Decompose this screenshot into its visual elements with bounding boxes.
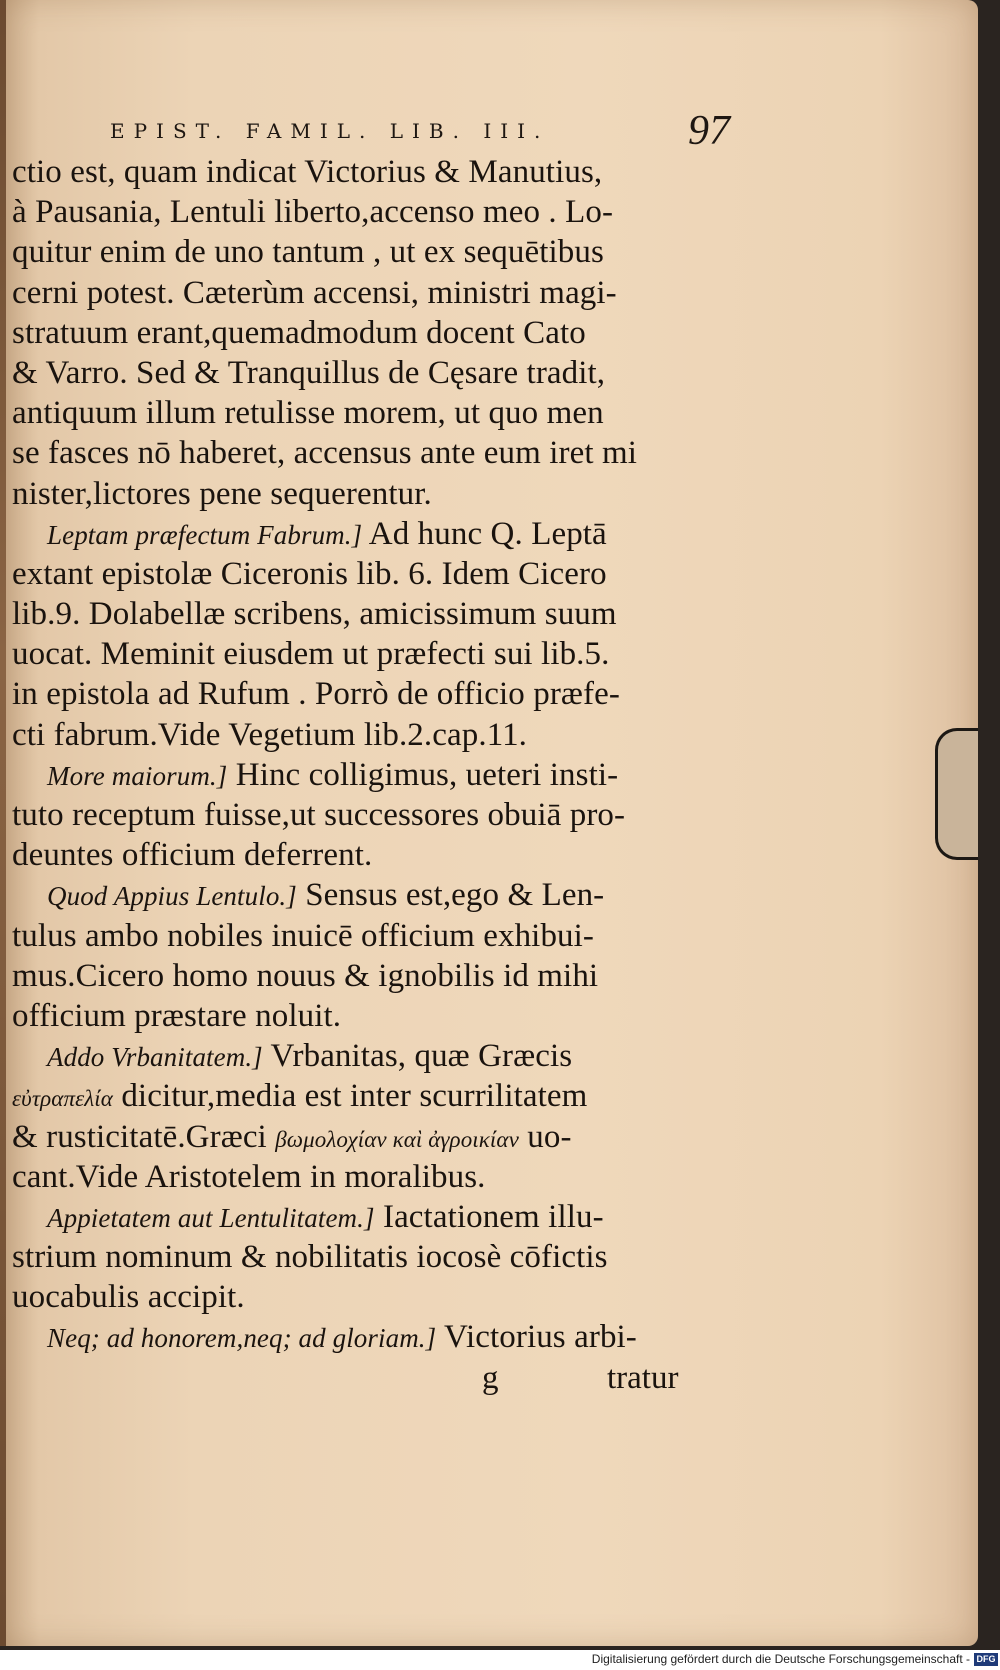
text-line: cerni potest. Cæterùm accensi, ministri magi-: [12, 274, 617, 311]
text-line: & Varro. Sed & Tranquillus de Cęsare tradit,: [12, 354, 606, 391]
text-line: [12, 1117, 732, 1157]
text-line: cant.Vide Aristotelem in moralibus.: [12, 1158, 486, 1195]
text-line: ctio est, quam indicat Victorius & Manutius,: [12, 154, 603, 190]
text-line: extant epistolæ Ciceronis lib. 6. Idem Cicero: [12, 555, 607, 592]
signature-mark: g: [482, 1359, 499, 1396]
note-lemma: Leptam præfectum Fabrum.]: [47, 519, 363, 550]
footer-bar: [0, 1650, 1000, 1670]
note-text: Ad hunc Q. Leptā: [362, 515, 607, 552]
note-lemma: Addo Vrbanitatem.]: [47, 1042, 263, 1073]
text-line: [12, 1076, 732, 1116]
funding-credit: Digitalisierung gefördert durch die Deutsche Forschungsgemeinschaft -: [591, 1652, 970, 1666]
note-first-line: [12, 875, 732, 915]
text-line: cti fabrum.Vide Vegetium lib.2.cap.11.: [12, 716, 528, 753]
running-title: EPIST. FAMIL. LIB. III.: [110, 119, 550, 143]
note-text: Iactationem illu-: [374, 1198, 604, 1235]
note-first-line: [12, 514, 732, 554]
greek-word: εὐτραπελία: [12, 1086, 113, 1112]
text-line: se fasces nō haberet, accensus ante eum iret mi: [12, 435, 638, 472]
text-line: officium præstare noluit.: [12, 997, 342, 1034]
text-line: uocabulis accipit.: [12, 1279, 245, 1316]
note-text: Victorius arbi-: [436, 1319, 637, 1356]
note-text: uo-: [518, 1118, 572, 1155]
note-text: dicitur,media est inter scurrilitatem: [112, 1078, 588, 1115]
scanner-clip: [935, 728, 978, 860]
text-line: antiquum illum retulisse morem, ut quo men: [12, 395, 604, 432]
note-text: Sensus est,ego & Len-: [296, 877, 605, 914]
text-line: uocat. Meminit eiusdem ut præfecti sui lib.5.: [12, 636, 610, 673]
note-first-line: [12, 1197, 732, 1237]
note-text: Hinc colligimus, ueteri insti-: [227, 756, 619, 793]
note-text: & rusticitatē.Græci: [12, 1118, 276, 1155]
note-lemma: Quod Appius Lentulo.]: [47, 881, 297, 912]
text-line: tuto receptum fuisse,ut successores obuiā pro-: [12, 797, 626, 833]
note-lemma: Appietatem aut Lentulitatem.]: [47, 1202, 375, 1233]
page-edge: [0, 0, 6, 1646]
dfg-logo: DFG: [974, 1653, 998, 1666]
text-block: [12, 152, 732, 1398]
text-line: à Pausania, Lentuli liberto,accenso meo . Lo-: [12, 194, 614, 231]
greek-word: βωμολοχίαν καὶ ἀγροικίαν: [275, 1126, 519, 1152]
catchword-line: [12, 1358, 732, 1398]
note-first-line: [12, 1036, 732, 1076]
note-first-line: [12, 755, 732, 795]
text-line: strium nominum & nobilitatis iocosè cōfictis: [12, 1239, 608, 1276]
text-line: deuntes officium deferrent.: [12, 837, 373, 874]
text-line: mus.Cicero homo nouus & ignobilis id mihi: [12, 957, 599, 994]
text-line: quitur enim de uno tantum , ut ex sequētibus: [12, 234, 604, 271]
note-lemma: Neq; ad honorem,neq; ad gloriam.]: [47, 1323, 437, 1354]
note-first-line: [12, 1317, 732, 1357]
text-line: tulus ambo nobiles inuicē officium exhibui-: [12, 917, 595, 954]
text-line: lib.9. Dolabellæ scribens, amicissimum suum: [12, 596, 617, 633]
text-line: nister,lictores pene sequerentur.: [12, 475, 432, 512]
text-line: stratuum erant,quemadmodum docent Cato: [12, 314, 586, 351]
note-lemma: More maiorum.]: [47, 760, 228, 791]
note-text: Vrbanitas, quæ Græcis: [262, 1038, 573, 1075]
page-number: 97: [688, 108, 730, 154]
text-line: in epistola ad Rufum . Porrò de officio præfe-: [12, 676, 620, 713]
catchword: tratur: [607, 1359, 679, 1396]
